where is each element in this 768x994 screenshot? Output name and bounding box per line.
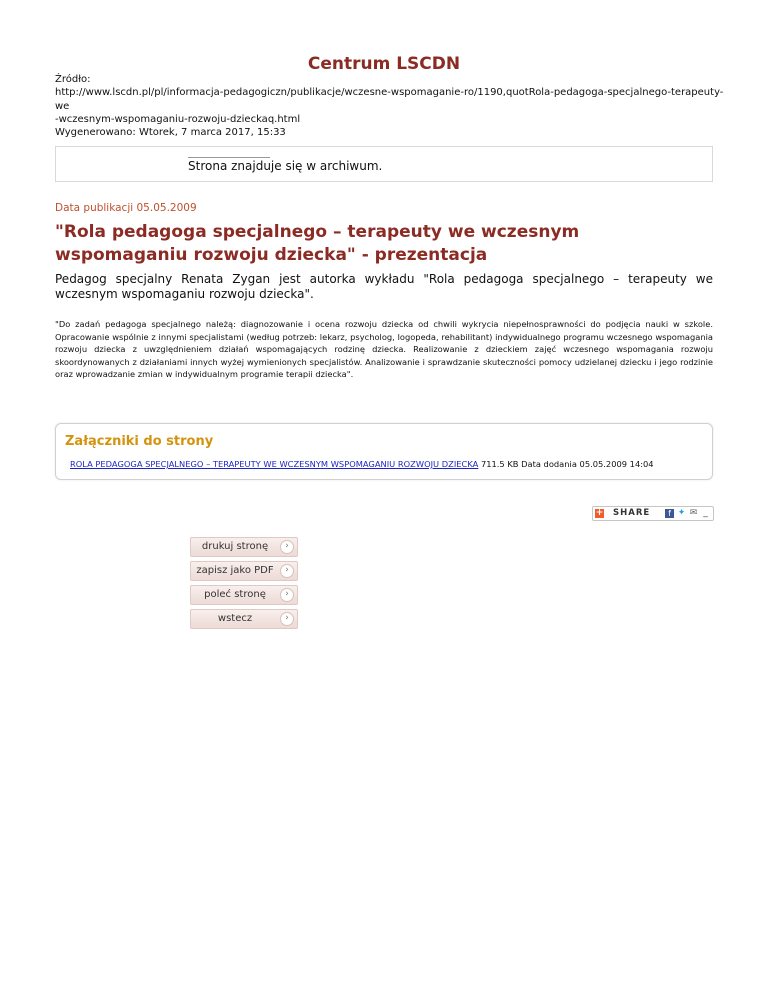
- archive-divider: [188, 157, 270, 158]
- attachments-heading: Załączniki do strony: [65, 434, 214, 449]
- recommend-page-button[interactable]: [190, 585, 298, 605]
- source-url-line-2: -wczesnym-wspomaganiu-rozwoju-dzieckaq.html: [55, 113, 301, 125]
- back-button[interactable]: [190, 609, 298, 629]
- print-page-label: drukuj stronę: [201, 541, 269, 552]
- site-title: Centrum LSCDN: [307, 54, 461, 74]
- attachment-size: 711.5 KB: [480, 459, 519, 469]
- print-page-button[interactable]: [190, 537, 298, 557]
- twitter-icon[interactable]: ✦: [677, 508, 686, 518]
- email-icon[interactable]: ✉: [689, 508, 698, 518]
- attachments-panel: [55, 423, 713, 480]
- attachment-item: [70, 459, 654, 469]
- attachment-date: Data dodania 05.05.2009 14:04: [521, 459, 654, 469]
- archive-message: Strona znajduje się w archiwum.: [188, 159, 383, 173]
- source-label: Źródło:: [55, 74, 91, 85]
- save-pdf-button[interactable]: [190, 561, 298, 581]
- article-title: "Rola pedagoga specjalnego – terapeuty we wczesnym wspomaganiu rozwoju dziecka" - prezentacja: [55, 222, 580, 265]
- more-icon[interactable]: _: [701, 509, 710, 518]
- source-url-line-1: http://www.lscdn.pl/pl/informacja-pedagogiczn/publikacje/wczesne-wspomaganie-ro/1190,quotRola-pedagoga-specjalnego-terapeuty-we: [55, 87, 724, 112]
- archive-notice: [55, 146, 713, 182]
- article-lead: Pedagog specjalny Renata Zygan jest autorka wykładu "Rola pedagoga specjalnego – terapeuty we wczesnym wspomaganiu rozwoju dziecka".: [55, 272, 713, 301]
- chevron-right-icon: ›: [280, 540, 294, 554]
- plus-icon: +: [595, 508, 604, 518]
- chevron-right-icon: ›: [280, 564, 294, 578]
- back-label: wstecz: [217, 613, 253, 624]
- share-label: SHARE: [613, 508, 651, 518]
- source-meta: [55, 73, 735, 139]
- generated-timestamp: Wygenerowano: Wtorek, 7 marca 2017, 15:33: [55, 127, 286, 139]
- attachment-link[interactable]: ROLA PEDAGOGA SPECJALNEGO – TERAPEUTY WE WCZESNYM WSPOMAGANIU ROZWOJU DZIECKA: [70, 459, 479, 469]
- chevron-right-icon: ›: [280, 612, 294, 626]
- share-widget[interactable]: [592, 506, 714, 521]
- page-actions: [190, 537, 298, 633]
- publication-date: Data publikacji 05.05.2009: [55, 202, 197, 214]
- save-pdf-label: zapisz jako PDF: [196, 565, 274, 576]
- article-body: "Do zadań pedagoga specjalnego należą: diagnozowanie i ocena rozwoju dziecka od chwili wykrycia niepełnosprawności do podjęcia nauki w szkole. Opracowanie wspólnie z innymi specjalistami (według potrzeb: lekarz, psycholog, logopeda, rehabilitant) indywidualnego programu wczesnego wspomagania rozwoju dziecka z uwzględnieniem działań wspomagających rodzinę dziecka. Realizowanie z dzieckiem zajęć wczesnego wspomagania rozwoju skoordynowanych z działaniami innych wyżej wymienionych specjalistów. Analizowanie i sprawdzanie skuteczności pomocy udzielanej dziecku i jego rodzinie oraz wprowadzanie zmian w indywidualnym programie terapii dziecka".: [55, 319, 713, 380]
- recommend-page-label: poleć stronę: [204, 589, 266, 600]
- facebook-icon[interactable]: f: [665, 509, 674, 518]
- chevron-right-icon: ›: [280, 588, 294, 602]
